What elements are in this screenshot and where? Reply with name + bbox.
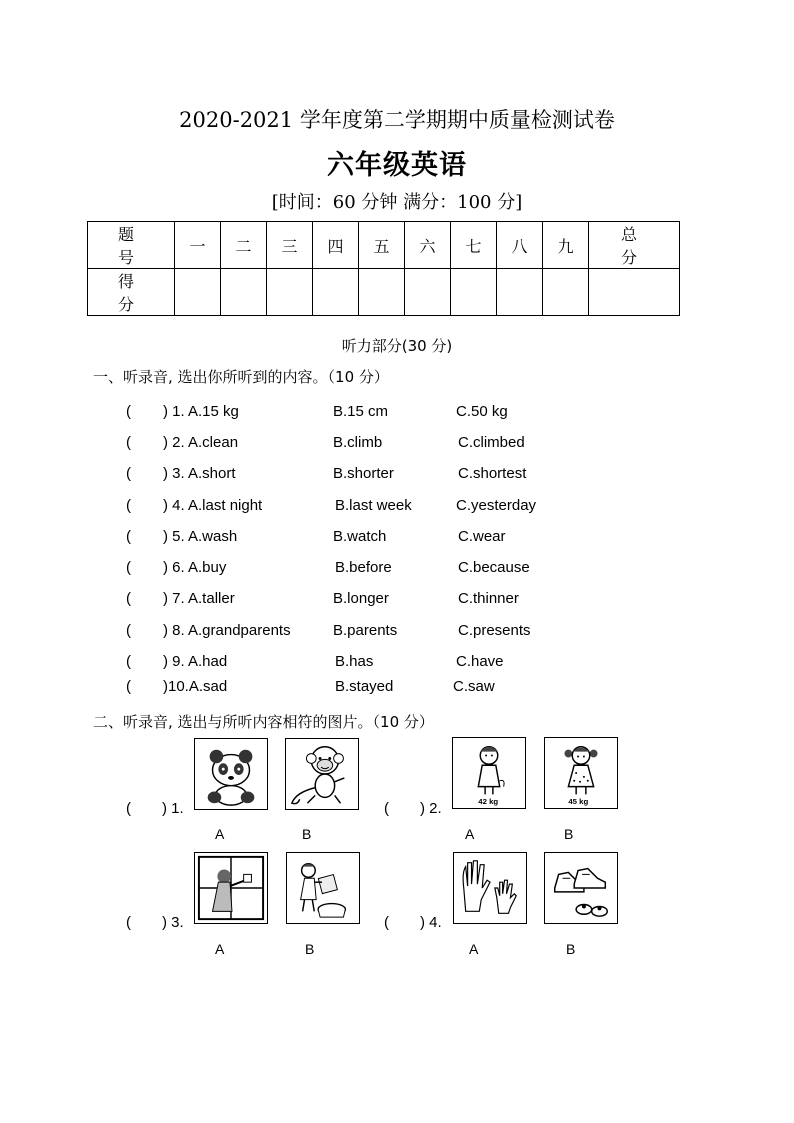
panda-picture[interactable] bbox=[194, 738, 268, 810]
question-3-option-c: C.shortest bbox=[458, 465, 527, 482]
question-8-option-b: B.parents bbox=[333, 622, 398, 639]
question-2-option-a: ) 2. A.clean bbox=[163, 434, 239, 451]
question-4-option-a: ) 4. A.last night bbox=[163, 497, 263, 514]
score-table-col-total: 总 分 bbox=[589, 222, 680, 269]
score-cell[interactable] bbox=[313, 269, 359, 316]
question-5-option-a: ) 5. A.wash bbox=[163, 528, 238, 545]
score-table-col-3: 三 bbox=[267, 222, 313, 269]
exam-subtitle: 六年级英语 bbox=[327, 150, 467, 181]
pic-3-option-b: B bbox=[305, 941, 315, 957]
question-1-option-b: B.15 cm bbox=[333, 403, 389, 420]
question-8-option-c: C.presents bbox=[458, 622, 531, 639]
score-table-col-1: 一 bbox=[175, 222, 221, 269]
score-table-col-4: 四 bbox=[313, 222, 359, 269]
question-6-option-a: ) 6. A.buy bbox=[163, 559, 227, 576]
question-7-option-c: C.thinner bbox=[458, 590, 519, 607]
score-row-label: 得 分 bbox=[88, 269, 175, 316]
question-9-option-b: B.has bbox=[335, 653, 374, 670]
answer-bracket-open: ( bbox=[126, 403, 131, 420]
question-6-option-c: C.because bbox=[458, 559, 530, 576]
answer-bracket-open: ( bbox=[126, 653, 131, 670]
answer-bracket-open: ( bbox=[126, 914, 131, 931]
score-cell[interactable] bbox=[221, 269, 267, 316]
question-10-option-a: )10.A.sad bbox=[163, 678, 228, 695]
score-cell[interactable] bbox=[497, 269, 543, 316]
question-5-option-b: B.watch bbox=[333, 528, 387, 545]
pic-1-option-b: B bbox=[302, 826, 312, 842]
question-3-option-a: ) 3. A.short bbox=[163, 465, 236, 482]
exam-info: [时间：60 分钟 满分：100 分] bbox=[271, 192, 523, 213]
score-table-col-9: 九 bbox=[543, 222, 589, 269]
pic-2b-caption: 45 kg bbox=[568, 797, 589, 807]
answer-bracket-open: ( bbox=[126, 590, 131, 607]
pic-4-option-b: B bbox=[566, 941, 576, 957]
answer-bracket-open: ( bbox=[384, 914, 389, 931]
pic-2-option-b: B bbox=[564, 826, 574, 842]
pic-1-option-a: A bbox=[215, 826, 225, 842]
question-8-option-a: ) 8. A.grandparents bbox=[163, 622, 291, 639]
pic-item-3-label: ) 3. bbox=[162, 914, 184, 931]
score-cell[interactable] bbox=[405, 269, 451, 316]
washing-clothes-picture[interactable] bbox=[286, 852, 360, 924]
score-table-col-6: 六 bbox=[405, 222, 451, 269]
question-1-option-a: ) 1. A.15 kg bbox=[163, 403, 239, 420]
score-cell[interactable] bbox=[543, 269, 589, 316]
question-10-option-c: C.saw bbox=[453, 678, 495, 695]
pic-item-1-label: ) 1. bbox=[162, 800, 184, 817]
question-2-option-b: B.climb bbox=[333, 434, 383, 451]
question-1-option-c: C.50 kg bbox=[456, 403, 508, 420]
answer-bracket-open: ( bbox=[126, 434, 131, 451]
answer-bracket-open: ( bbox=[126, 497, 131, 514]
section1-title: 一、听录音, 选出你所听到的内容。（10 分） bbox=[93, 368, 389, 386]
question-10-option-b: B.stayed bbox=[335, 678, 394, 695]
question-9-option-c: C.have bbox=[456, 653, 504, 670]
question-6-option-b: B.before bbox=[335, 559, 392, 576]
score-table-col-2: 二 bbox=[221, 222, 267, 269]
score-cell[interactable] bbox=[359, 269, 405, 316]
pic-4-option-a: A bbox=[469, 941, 479, 957]
section2-title: 二、听录音, 选出与所听内容相符的图片。（10 分） bbox=[93, 713, 434, 731]
question-7-option-b: B.longer bbox=[333, 590, 389, 607]
monkey-picture[interactable] bbox=[285, 738, 359, 810]
question-7-option-a: ) 7. A.taller bbox=[163, 590, 235, 607]
pic-item-4-label: ) 4. bbox=[420, 914, 442, 931]
score-cell-total[interactable] bbox=[589, 269, 680, 316]
question-2-option-c: C.climbed bbox=[458, 434, 525, 451]
score-cell[interactable] bbox=[175, 269, 221, 316]
score-cell[interactable] bbox=[267, 269, 313, 316]
answer-bracket-open: ( bbox=[126, 559, 131, 576]
pic-2-option-a: A bbox=[465, 826, 475, 842]
question-9-option-a: ) 9. A.had bbox=[163, 653, 228, 670]
pic-2a-caption: 42 kg bbox=[478, 797, 499, 807]
answer-bracket-open: ( bbox=[126, 622, 131, 639]
pic-item-2-label: ) 2. bbox=[420, 800, 442, 817]
score-cell[interactable] bbox=[451, 269, 497, 316]
girl-45kg-picture[interactable] bbox=[544, 737, 618, 809]
score-table bbox=[87, 221, 680, 316]
answer-bracket-open: ( bbox=[126, 465, 131, 482]
hands-picture[interactable] bbox=[453, 852, 527, 924]
answer-bracket-open: ( bbox=[126, 678, 131, 695]
question-4-option-c: C.yesterday bbox=[456, 497, 537, 514]
answer-bracket-open: ( bbox=[126, 800, 131, 817]
pic-3-option-a: A bbox=[215, 941, 225, 957]
question-5-option-c: C.wear bbox=[458, 528, 506, 545]
score-table-col-8: 八 bbox=[497, 222, 543, 269]
question-3-option-b: B.shorter bbox=[333, 465, 394, 482]
score-table-col-5: 五 bbox=[359, 222, 405, 269]
question-4-option-b: B.last week bbox=[335, 497, 412, 514]
score-table-header-row bbox=[88, 222, 680, 269]
cleaning-window-picture[interactable] bbox=[194, 852, 268, 924]
girl-42kg-picture[interactable] bbox=[452, 737, 526, 809]
answer-bracket-open: ( bbox=[126, 528, 131, 545]
listening-part-title: 听力部分(30 分) bbox=[341, 337, 453, 355]
exam-title: 2020-2021 学年度第二学期期中质量检测试卷 bbox=[179, 108, 615, 132]
answer-bracket-open: ( bbox=[384, 800, 389, 817]
score-table-score-row bbox=[88, 269, 680, 316]
score-table-col-7: 七 bbox=[451, 222, 497, 269]
shoes-picture[interactable] bbox=[544, 852, 618, 924]
score-table-header-label: 题 号 bbox=[88, 222, 175, 269]
